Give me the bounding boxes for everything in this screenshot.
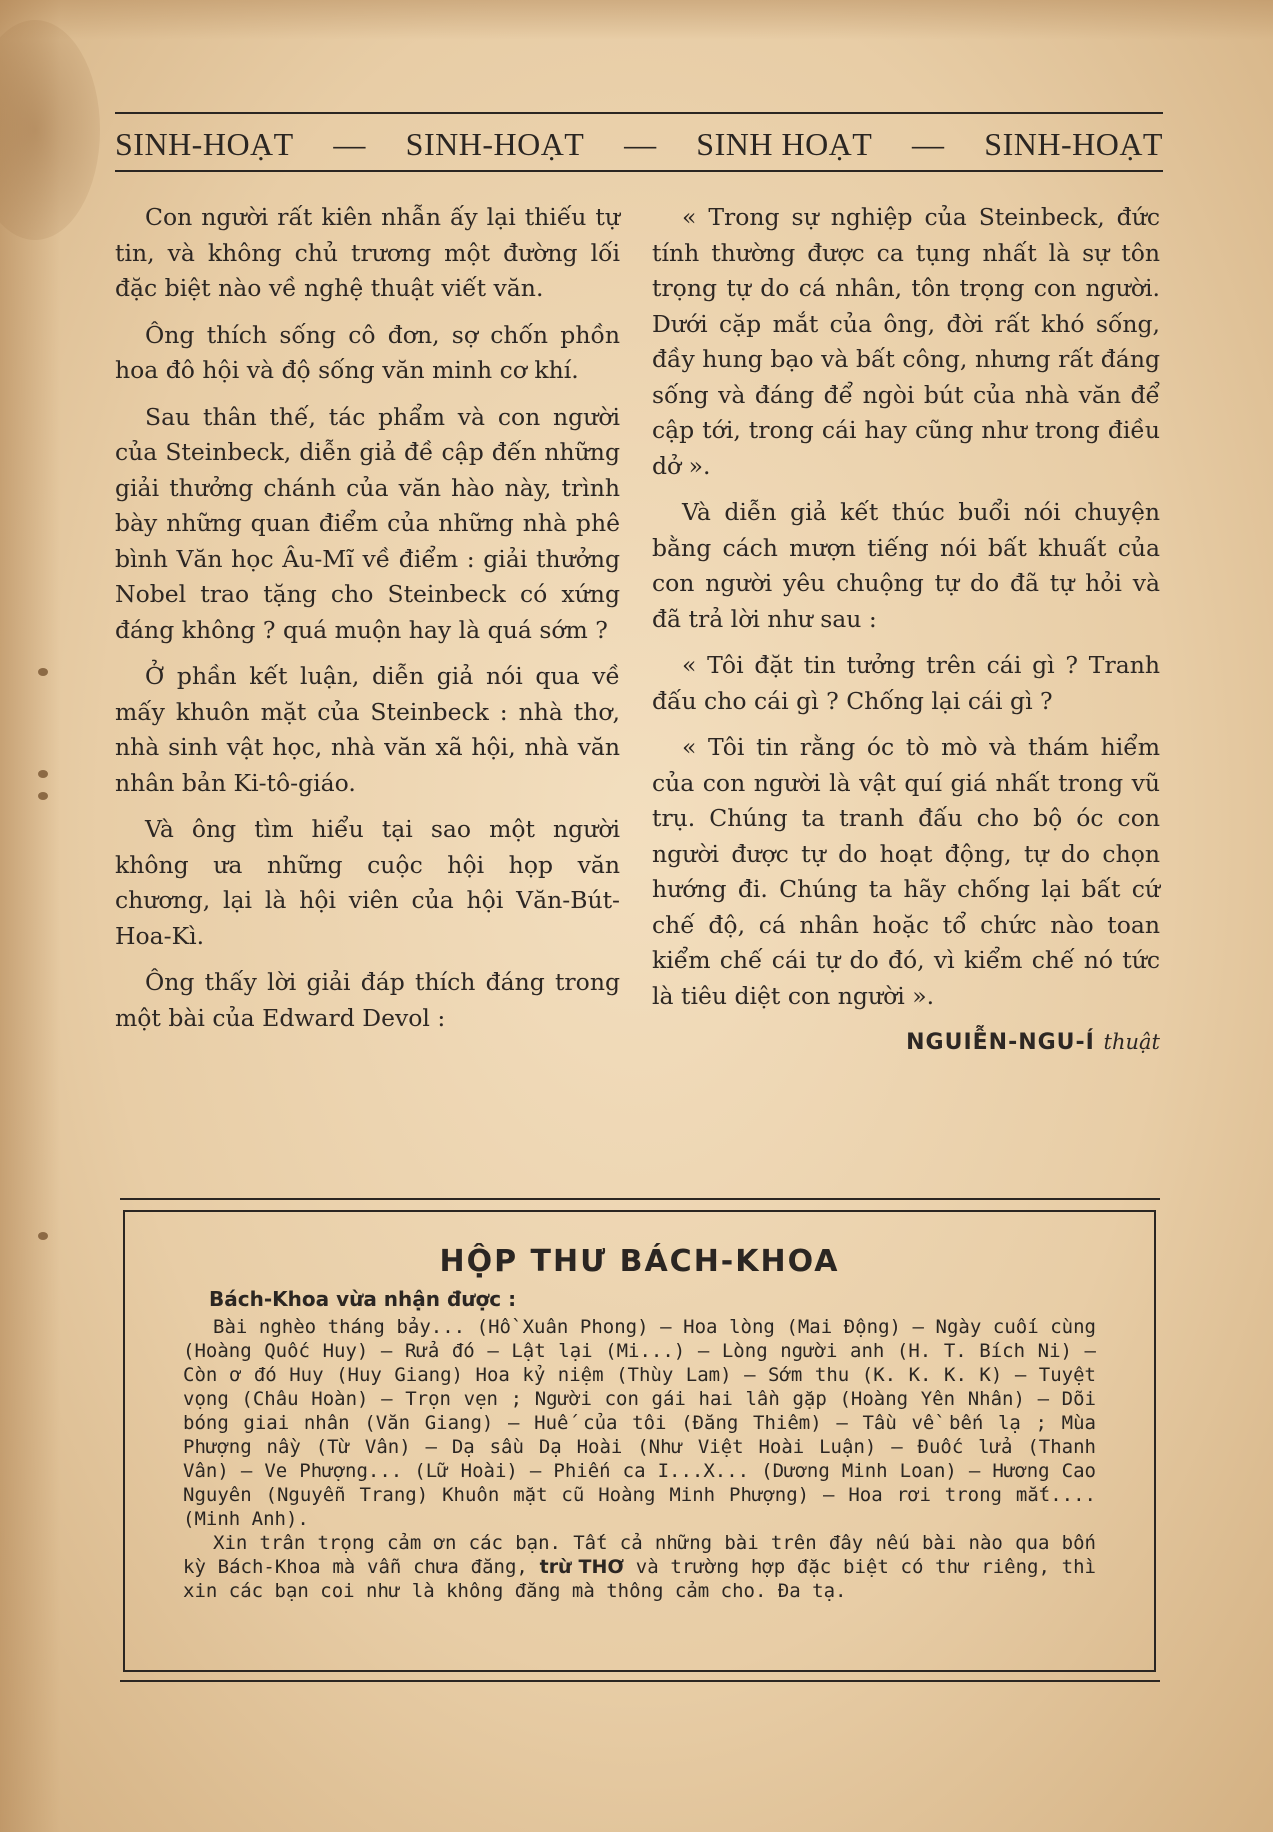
running-header <box>115 124 1163 164</box>
article-paragraph: Ở phần kết luận, diễn giả nói qua về mấy khuôn mặt của Steinbeck : nhà thơ, nhà sinh vật học, nhà văn xã hội, nhà văn nhân bản Ki-tô-giáo. <box>115 662 620 797</box>
header-section-label: SINH HOẠT <box>696 125 873 162</box>
mailbox-bottom-rule <box>120 1680 1160 1682</box>
mailbox-subtitle: Bách-Khoa vừa nhận được : <box>209 1287 517 1311</box>
mailbox-note-text: Xin trân trọng cảm ơn các bạn. Tất cả những bài trên đây nếu bài nào qua bốn kỳ Bách-Khoa mà vẫn chưa đăng, <box>183 1532 1096 1578</box>
mailbox-note-text: và trường hợp đặc biệt có thư riêng, thì xin các bạn coi như là không đăng mà thông cảm cho. Đa tạ. <box>183 1556 1096 1602</box>
mailbox-body <box>183 1315 1096 1603</box>
article-paragraph: Sau thân thế, tác phẩm và con người của Steinbeck, diễn giả đề cập đến những giải thưởng chánh của văn hào này, trình bày những quan điểm của những nhà phê bình Văn học Âu-Mĩ về điểm : giải thưởng Nobel trao tặng cho Steinbeck có xứng đáng không ? quá muộn hay là quá sớm ? <box>115 402 620 644</box>
mailbox-note-emphasis: trừ THƠ <box>539 1556 624 1578</box>
header-section-label: SINH-HOẠT <box>115 125 294 162</box>
header-bottom-rule <box>115 170 1163 172</box>
right-article-column <box>652 200 1160 1061</box>
header-dash: — <box>912 125 945 162</box>
binding-hole <box>38 770 48 778</box>
article-paragraph: Ông thấy lời giải đáp thích đáng trong một bài của Edward Devol : <box>115 968 620 1032</box>
binding-hole <box>38 792 48 800</box>
mailbox-note <box>183 1531 1096 1603</box>
paper-corner-stain <box>0 20 100 240</box>
header-section-label: SINH-HOẠT <box>984 125 1163 162</box>
binding-hole <box>38 668 48 676</box>
header-section-label: SINH-HOẠT <box>405 125 585 162</box>
mailbox-box <box>123 1210 1156 1672</box>
binding-hole <box>38 1232 48 1240</box>
received-list: Bài nghèo tháng bảy... (Hồ Xuân Phong) — Hoa lòng (Mai Động) — Ngày cuối cùng (Hoàng Quốc Huy) — Rửa đó — Lật lại (Mi...) — Lòng người anh (H. T. Bích Ni) — Còn ơ đó Huy (Huy Giang) Hoa kỷ niệm (Thùy Lam) — Sớm thu (K. K. K. K) — Tuyệt vọng (Châu Hoàn) — Trọn vẹn ; Người con gái hai lần gặp (Hoàng Yên Nhân) — Dõi bóng giai nhân (Văn Giang) — Huế của tôi (Đăng Thiêm) — Tầu về bến lạ ; Mùa Phượng nầy (Từ Vân) — Dạ sầu Dạ Hoài (Như Việt Hoài Luận) — Đuốc lửa (Thanh Vân) — Ve Phượng... (Lữ Hoài) — Phiến ca I...X... (Dương Minh Loan) — Hương Cao Nguyên (Nguyễn Trang) Khuôn mặt cũ Hoàng Minh Phượng) — Hoa rơi trong mắt.... (Minh Anh). <box>183 1316 1096 1530</box>
article-paragraph: Ông thích sống cô đơn, sợ chốn phồn hoa đô hội và độ sống văn minh cơ khí. <box>115 320 620 384</box>
article-paragraph: Con người rất kiên nhẫn ấy lại thiếu tự tin, và không chủ trương một đường lối đặc biệt nào về nghệ thuật viết văn. <box>115 203 620 302</box>
quote-paragraph: « Tôi tin rằng óc tò mò và thám hiểm của con người là vật quí giá nhất trong vũ trụ. Chúng ta tranh đấu cho bộ óc con người được tự do hoạt động, tự do chọn hướng đi. Chúng ta hãy chống lại bất cứ chế độ, cá nhân hoặc tổ chức nào toan kiểm chế cái tự do đó, vì kiểm chế nó tức là tiêu diệt con người ». <box>652 733 1160 1010</box>
paper-edge-stain <box>0 0 60 1832</box>
header-dash: — <box>333 125 366 162</box>
author-name: NGUIỄN-NGU-Í <box>906 1030 1095 1055</box>
header-dash: — <box>624 125 657 162</box>
mailbox-top-rule <box>120 1198 1160 1200</box>
left-article-column <box>115 200 620 1047</box>
article-paragraph: Và ông tìm hiểu tại sao một người không ưa những cuộc hội họp văn chương, lại là hội viên của hội Văn-Bút-Hoa-Kì. <box>115 815 620 950</box>
article-paragraph: Và diễn giả kết thúc buổi nói chuyện bằng cách mượn tiếng nói bất khuất của con người yêu chuộng tự do đã tự hỏi và đã trả lời như sau : <box>652 498 1160 633</box>
paper-top-stain <box>0 0 1273 40</box>
mailbox-title: HỘP THƯ BÁCH-KHOA <box>439 1244 840 1279</box>
author-role: thuật <box>1103 1030 1160 1054</box>
quote-paragraph: « Trong sự nghiệp của Steinbeck, đức tính thường được ca tụng nhất là sự tôn trọng tự do cá nhân, tôn trọng con người. Dưới cặp mắt của ông, đời rất khó sống, đầy hung bạo và bất công, nhưng rất đáng sống và đáng để ngòi bút của nhà văn để cập tới, trong cái hay cũng như trong điều dở ». <box>652 203 1160 480</box>
header-top-rule <box>115 112 1163 114</box>
quote-paragraph: « Tôi đặt tin tưởng trên cái gì ? Tranh đấu cho cái gì ? Chống lại cái gì ? <box>652 651 1160 715</box>
author-signature <box>652 1025 1160 1061</box>
